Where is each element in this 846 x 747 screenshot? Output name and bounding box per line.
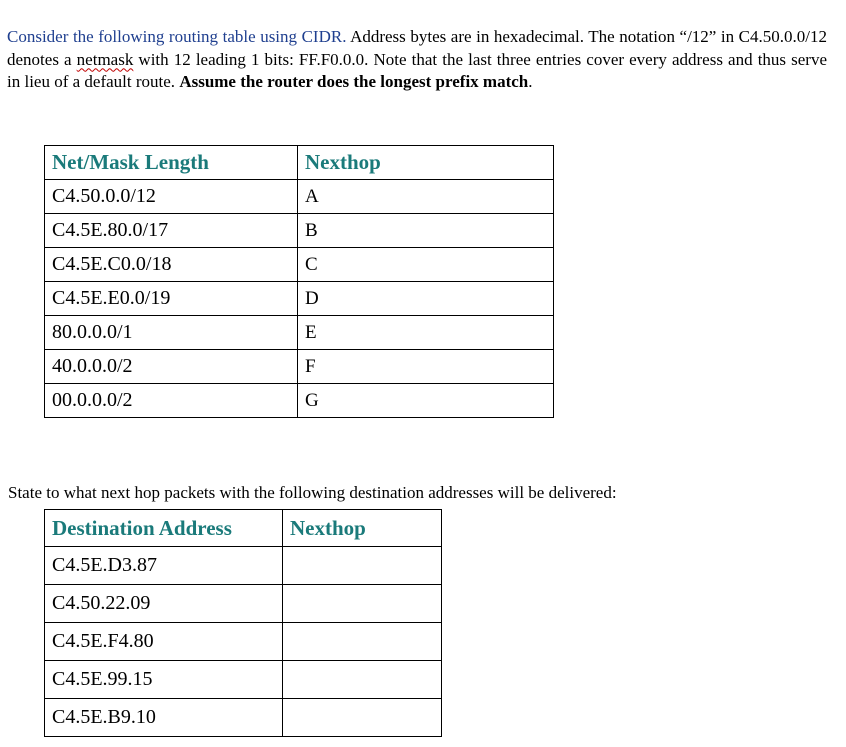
routing-row xyxy=(45,248,554,282)
routing-row xyxy=(45,350,554,384)
routing-row xyxy=(45,384,554,418)
destination-header-address: Destination Address xyxy=(45,510,283,547)
intro-part2: with 12 leading 1 bits: FF.F0.0.0. Note that the last three entries cover every address and thus serve in lieu of a default route. xyxy=(7,49,827,91)
routing-net-cell: 80.0.0.0/1 xyxy=(45,316,298,350)
destination-row xyxy=(45,585,442,623)
destination-address-cell: C4.5E.D3.87 xyxy=(45,547,283,585)
routing-net-cell: C4.5E.C0.0/18 xyxy=(45,248,298,282)
intro-bold-instruction: Assume the router does the longest prefix match xyxy=(179,72,529,91)
destination-nexthop-answer-cell[interactable] xyxy=(283,661,442,699)
intro-period: . xyxy=(528,72,533,91)
intro-lead: Consider the following routing table using CIDR. xyxy=(7,27,347,46)
routing-net-cell: C4.5E.E0.0/19 xyxy=(45,282,298,316)
routing-hop-cell: B xyxy=(298,214,554,248)
destination-address-cell: C4.5E.F4.80 xyxy=(45,623,283,661)
routing-row xyxy=(45,282,554,316)
question-text: State to what next hop packets with the following destination addresses will be delivered: xyxy=(8,483,617,502)
routing-hop-cell: E xyxy=(298,316,554,350)
destination-nexthop-answer-cell[interactable] xyxy=(283,623,442,661)
netmask-word: netmask xyxy=(76,49,134,69)
routing-row xyxy=(45,214,554,248)
routing-net-cell: 00.0.0.0/2 xyxy=(45,384,298,418)
routing-row xyxy=(45,180,554,214)
routing-header-row xyxy=(45,146,554,180)
routing-header-nexthop: Nexthop xyxy=(298,146,554,180)
destination-row xyxy=(45,623,442,661)
destination-nexthop-answer-cell[interactable] xyxy=(283,547,442,585)
routing-hop-cell: C xyxy=(298,248,554,282)
routing-net-cell: 40.0.0.0/2 xyxy=(45,350,298,384)
destination-nexthop-answer-cell[interactable] xyxy=(283,585,442,623)
destination-address-cell: C4.5E.99.15 xyxy=(45,661,283,699)
routing-net-cell: C4.50.0.0/12 xyxy=(45,180,298,214)
routing-hop-cell: D xyxy=(298,282,554,316)
routing-header-net: Net/Mask Length xyxy=(45,146,298,180)
routing-hop-cell: G xyxy=(298,384,554,418)
destination-address-cell: C4.50.22.09 xyxy=(45,585,283,623)
intro-paragraph xyxy=(7,26,827,94)
destination-header-nexthop: Nexthop xyxy=(283,510,442,547)
destination-table xyxy=(44,509,442,737)
destination-header-row xyxy=(45,510,442,547)
intro-part1: Address bytes are in hexadecimal. The notation “/12” in C4.50.0.0/12 denotes a xyxy=(7,27,827,69)
destination-row xyxy=(45,699,442,737)
destination-address-cell: C4.5E.B9.10 xyxy=(45,699,283,737)
routing-hop-cell: F xyxy=(298,350,554,384)
routing-net-cell: C4.5E.80.0/17 xyxy=(45,214,298,248)
destination-row xyxy=(45,547,442,585)
destination-nexthop-answer-cell[interactable] xyxy=(283,699,442,737)
routing-row xyxy=(45,316,554,350)
destination-row xyxy=(45,661,442,699)
routing-table xyxy=(44,145,554,418)
routing-hop-cell: A xyxy=(298,180,554,214)
